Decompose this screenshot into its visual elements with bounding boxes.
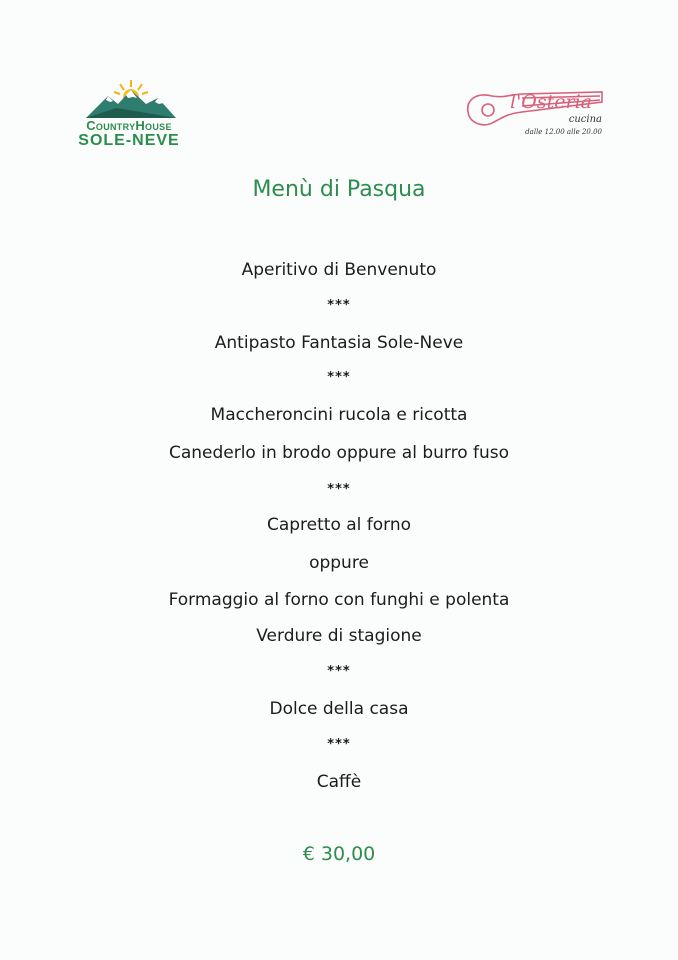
menu-line: Caffè [316,772,362,792]
menu-line: Verdure di stagione [256,626,422,646]
mountain-sun-icon [86,78,176,120]
menu-title: Menù di Pasqua [252,177,426,202]
logo-line-2: SOLE-NEVE [78,132,180,149]
menu-line: Antipasto Fantasia Sole-Neve [214,333,464,353]
menu-separator: *** [327,737,351,752]
menu-line: Canederlo in brodo oppure al burro fuso [168,443,510,463]
menu-price: € 30,00 [302,843,376,865]
menu-line: Capretto al forno [266,515,412,535]
menu-separator: *** [327,298,351,313]
menu-separator: *** [327,482,351,497]
menu-separator: *** [327,370,351,385]
osteria-subtitle: cucina [568,114,602,125]
menu-line: Maccheroncini rucola e ricotta [210,405,468,425]
osteria-hours: dalle 12.00 alle 20.00 [525,128,602,136]
osteria-logo [462,78,612,142]
countryhouse-logo [60,72,200,152]
menu-line: Dolce della casa [269,699,409,719]
menu-separator: *** [327,664,351,679]
logo-line-1: CountryHouse [86,118,172,133]
menu-line: oppure [309,553,369,573]
menu-line: Formaggio al forno con funghi e polenta [168,590,510,610]
menu-line: Aperitivo di Benvenuto [241,260,437,280]
osteria-brand-text: l'Osteria [510,91,592,113]
